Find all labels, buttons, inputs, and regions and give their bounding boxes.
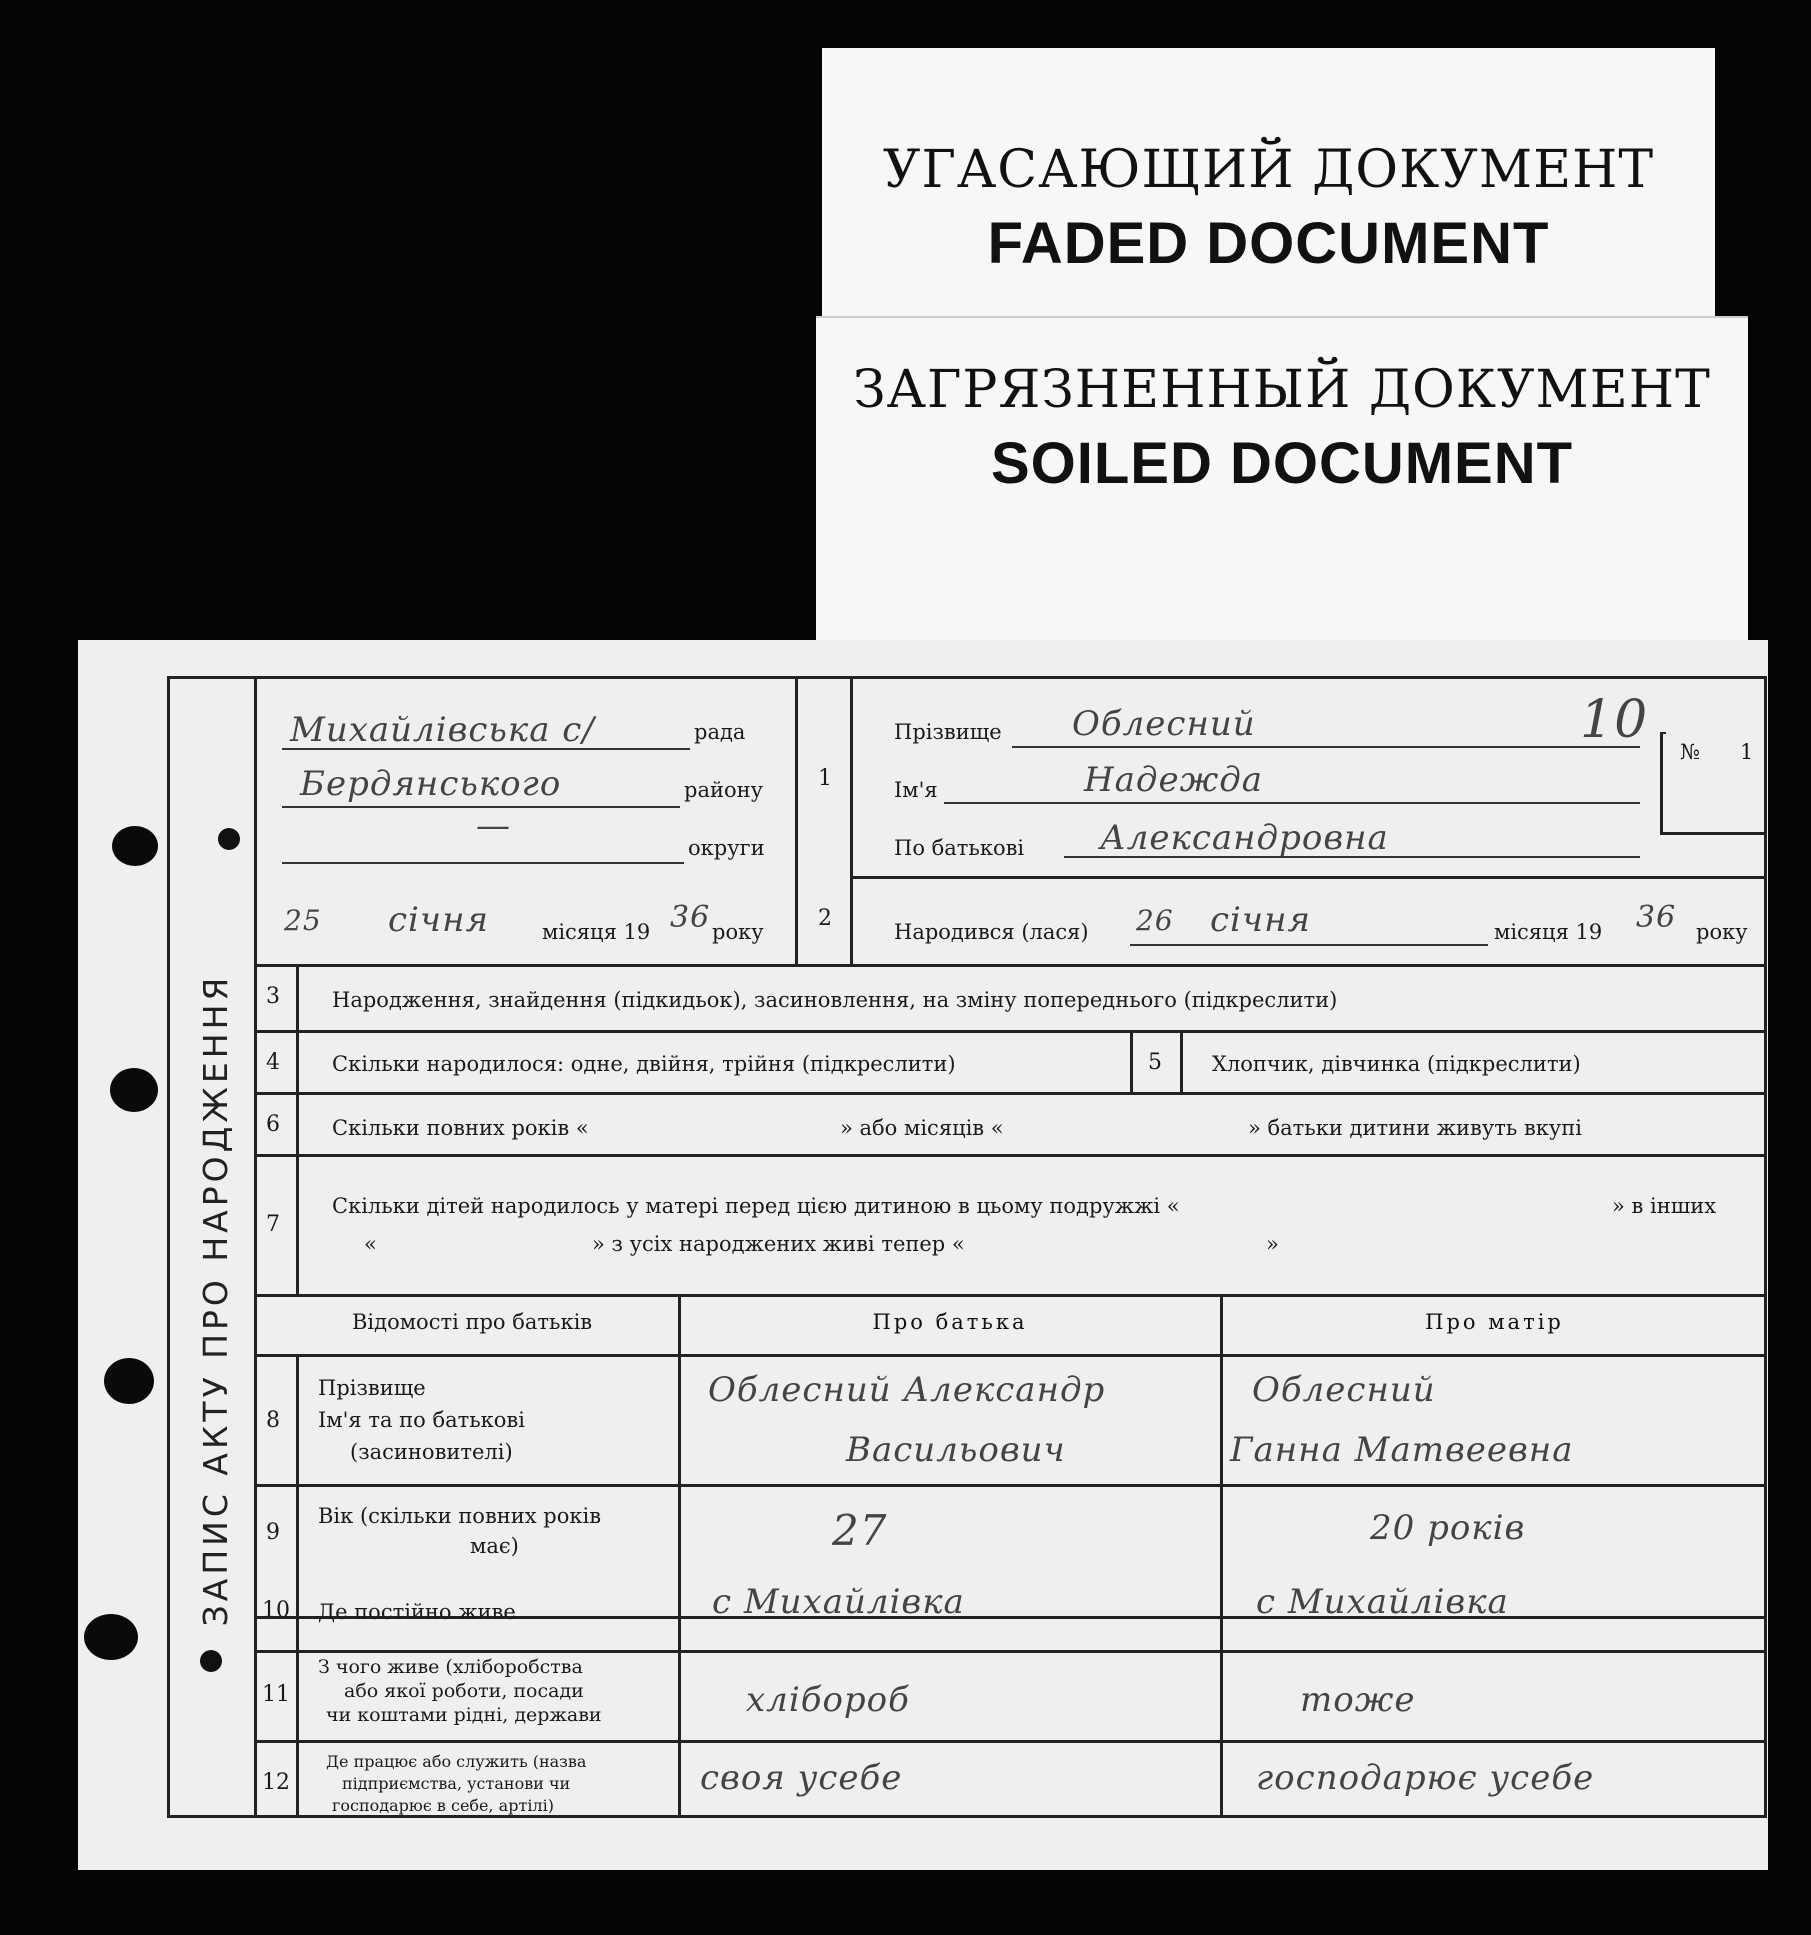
punch-hole xyxy=(84,1614,138,1660)
frame-line xyxy=(254,1740,1767,1743)
row-number: 2 xyxy=(818,906,832,931)
row12-label-3: господарює в себе, артілі) xyxy=(332,1796,554,1815)
punch-hole xyxy=(110,1068,158,1112)
row11-label-2: або якої роботи, посади xyxy=(344,1680,584,1702)
frame-line xyxy=(296,964,299,1294)
handwritten-rada: Михайлівська с/ xyxy=(290,710,595,750)
label-roku: року xyxy=(712,920,764,944)
father-age: 27 xyxy=(832,1506,888,1555)
underline xyxy=(1130,944,1488,946)
father-occupation: хлібороб xyxy=(746,1680,910,1720)
mother-name-line2: Ганна Матвеевна xyxy=(1230,1430,1574,1470)
row-number: 3 xyxy=(266,984,280,1009)
mother-occupation: тоже xyxy=(1300,1680,1416,1720)
faded-label-en: FADED DOCUMENT xyxy=(987,211,1550,276)
row7-line2-c: » xyxy=(1266,1232,1279,1256)
row6-text-a: Скільки повних років « xyxy=(332,1116,589,1140)
frame-line xyxy=(254,1030,1767,1033)
frame-line xyxy=(1660,832,1767,835)
soiled-label-ru: ЗАГРЯЗНЕННЫЙ ДОКУМЕНТ xyxy=(853,360,1711,420)
mother-residence: с Михайлівка xyxy=(1256,1582,1509,1622)
row8-label-2: Ім'я та по батькові xyxy=(318,1408,525,1432)
mother-age: 20 років xyxy=(1370,1508,1526,1548)
record-no-value: 1 xyxy=(1740,740,1754,764)
frame-line xyxy=(254,1154,1767,1157)
frame-line xyxy=(850,676,853,966)
row12-label-1: Де працює або служить (назва xyxy=(326,1752,587,1771)
handwritten-month: січня xyxy=(388,900,489,940)
handwritten-name: Надежда xyxy=(1084,760,1264,800)
row7-line2-b: » з усіх народжених живі тепер « xyxy=(592,1232,965,1256)
row12-label-2: підприємства, установи чи xyxy=(342,1774,571,1793)
row6-text-c: » батьки дитини живуть вкупі xyxy=(1248,1116,1582,1140)
faded-document-label xyxy=(822,48,1715,334)
label-record-no: № xyxy=(1680,740,1700,764)
row-number: 9 xyxy=(266,1520,280,1545)
row3-text: Народження, знайдення (підкидьок), засиновлення, на зміну попереднього (підкреслити) xyxy=(332,988,1338,1012)
handwritten-patronymic: Александровна xyxy=(1100,818,1389,858)
frame-line xyxy=(1180,1030,1183,1092)
handwritten-day: 25 xyxy=(284,904,322,937)
row9-label-2: має) xyxy=(470,1534,519,1558)
label-birth-month-year: місяця 19 xyxy=(1494,920,1603,944)
row-number: 7 xyxy=(266,1212,280,1237)
frame-line xyxy=(678,1294,681,1818)
frame-line xyxy=(254,964,1767,967)
frame-line xyxy=(1660,732,1663,834)
row8-label-3: (засиновителі) xyxy=(350,1440,513,1464)
frame-line xyxy=(1663,732,1666,734)
underline xyxy=(1064,856,1640,858)
handwritten-year: 36 xyxy=(670,900,711,935)
underline xyxy=(282,748,690,750)
handwritten-surname: Облесний xyxy=(1072,704,1256,744)
handwritten-birth-day: 26 xyxy=(1136,904,1174,937)
frame-line xyxy=(254,1484,1767,1487)
row11-label-3: чи коштами рідні, держави xyxy=(326,1704,602,1726)
label-surname: Прізвище xyxy=(894,720,1002,744)
row5-text: Хлопчик, дівчинка (підкреслити) xyxy=(1212,1052,1581,1076)
handwritten-okruhy: — xyxy=(476,806,511,846)
label-name: Ім'я xyxy=(894,778,938,802)
father-name-line1: Облесний Александр xyxy=(708,1370,1106,1410)
frame-line xyxy=(254,1650,1767,1653)
underline xyxy=(1012,746,1640,748)
underline xyxy=(944,802,1640,804)
row6-text-b: » або місяців « xyxy=(840,1116,1004,1140)
punch-hole xyxy=(112,826,158,866)
row4-text: Скільки народилося: одне, двійня, трійня (підкреслити) xyxy=(332,1052,956,1076)
label-born: Народився (лася) xyxy=(894,920,1089,944)
row-number: 8 xyxy=(266,1408,280,1433)
frame-line xyxy=(850,876,1767,879)
father-name-line2: Васильович xyxy=(846,1430,1066,1470)
row11-label-1: З чого живе (хліборобства xyxy=(318,1656,583,1678)
frame-line xyxy=(296,1354,299,1818)
handwritten-birth-month: січня xyxy=(1210,900,1311,940)
frame-line xyxy=(1220,1294,1223,1818)
row10-label: Де постійно живе xyxy=(318,1600,516,1624)
header-mother: Про матір xyxy=(1425,1310,1564,1334)
mother-workplace: господарює усебе xyxy=(1256,1758,1595,1798)
handwritten-record-number: 10 xyxy=(1580,690,1649,750)
father-residence: с Михайлівка xyxy=(712,1582,965,1622)
header-father: Про батька xyxy=(872,1310,1028,1334)
row-number: 4 xyxy=(266,1050,280,1075)
label-month-year: місяця 19 xyxy=(542,920,651,944)
label-okruhy: округи xyxy=(688,836,765,860)
frame-line xyxy=(1130,1030,1133,1092)
soiled-label-en: SOILED DOCUMENT xyxy=(990,431,1574,496)
handwritten-rayonu: Бердянського xyxy=(300,764,562,804)
row8-label-1: Прізвище xyxy=(318,1376,426,1400)
label-rada: рада xyxy=(694,720,746,744)
row-number: 11 xyxy=(262,1682,290,1707)
frame-line xyxy=(254,1092,1767,1095)
label-birth-roku: року xyxy=(1696,920,1748,944)
handwritten-birth-year: 36 xyxy=(1636,900,1677,935)
father-workplace: своя усебе xyxy=(700,1758,903,1798)
underline xyxy=(282,862,684,864)
soiled-document-label xyxy=(816,318,1748,648)
row7-line1-a: Скільки дітей народилось у матері перед цією дитиною в цьому подружжі « xyxy=(332,1194,1180,1218)
vertical-form-title: ЗАПИС АКТУ ПРО НАРОДЖЕННЯ xyxy=(196,973,235,1627)
row-number: 12 xyxy=(262,1770,290,1795)
frame-line xyxy=(254,1354,1767,1357)
label-rayonu: району xyxy=(684,778,763,802)
faded-label-ru: УГАСАЮЩИЙ ДОКУМЕНТ xyxy=(882,140,1655,200)
punch-hole xyxy=(104,1358,154,1404)
row-number: 5 xyxy=(1148,1050,1162,1075)
mother-name-line1: Облесний xyxy=(1252,1370,1436,1410)
label-patronymic: По батькові xyxy=(894,836,1025,860)
row7-line2-a: « xyxy=(364,1232,377,1256)
row-number: 10 xyxy=(262,1598,290,1623)
frame-line xyxy=(254,676,257,1818)
row9-label-1: Вік (скільки повних років xyxy=(318,1504,602,1528)
frame-line xyxy=(795,676,798,966)
row-number: 1 xyxy=(818,766,832,791)
header-parents-info: Відомості про батьків xyxy=(352,1310,593,1334)
frame-line xyxy=(254,1294,1767,1297)
row7-line1-b: » в інших xyxy=(1612,1194,1717,1218)
row-number: 6 xyxy=(266,1112,280,1137)
